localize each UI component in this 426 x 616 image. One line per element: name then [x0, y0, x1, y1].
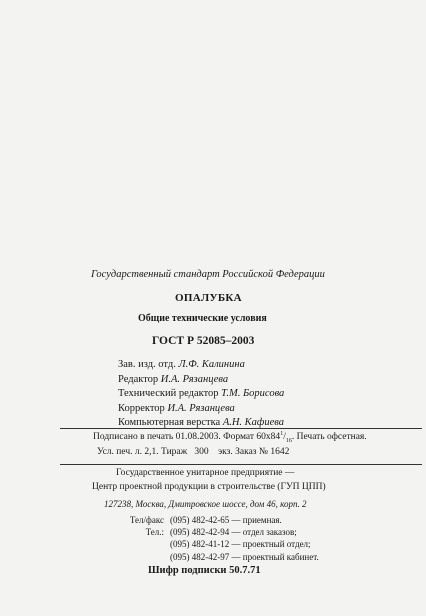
publisher-line-2: Центр проектной продукции в строительстве (ГУП ЦПП)	[92, 482, 326, 492]
signed-line: Подписано в печать 01.08.2003. Формат $60х84^1/_{16}$. Печать офсетная.	[93, 430, 367, 444]
run-line: Усл. печ. л. 2,1. Тираж 300 экз. Заказ № 1642	[97, 447, 290, 457]
document-subtitle: Общие технические условия	[138, 313, 267, 324]
credit-line: Редактор И.А. Рязанцева	[118, 373, 229, 385]
subscription-code: Шифр подписки 50.7.71	[148, 565, 261, 576]
contact-row: (095) 482-42-97 — проектный кабинет.	[170, 551, 319, 562]
credit-line: Зав. изд. отд. Л.Ф. Калинина	[118, 359, 245, 370]
contact-row: Тел.: (095) 482-42-94 — отдел заказов;	[145, 527, 297, 538]
credits-block	[118, 358, 284, 431]
credit-line: Корректор И.А. Рязанцева	[118, 402, 235, 414]
publisher-line-1: Государственное унитарное предприятие —	[116, 468, 295, 478]
top-divider	[60, 428, 422, 429]
contact-row: (095) 482-41-12 — проектный отдел;	[170, 539, 311, 550]
credit-line: Компьютерная верстка А.Н. Кафиева	[118, 417, 285, 429]
bottom-divider	[60, 464, 422, 465]
publisher-address: 127238, Москва, Дмитровское шоссе, дом 46, корп. 2	[104, 499, 307, 509]
document-title: ОПАЛУБКА	[175, 292, 242, 304]
standard-designation: ГОСТ Р 52085–2003	[152, 335, 255, 347]
contact-row: Тел/факс (095) 482-42-65 — приемная.	[129, 515, 282, 525]
series-line: Государственный стандарт Российской Федерации	[91, 269, 325, 280]
contacts-block	[120, 514, 319, 563]
credit-line: Технический редактор Т.М. Борисова	[118, 388, 285, 400]
